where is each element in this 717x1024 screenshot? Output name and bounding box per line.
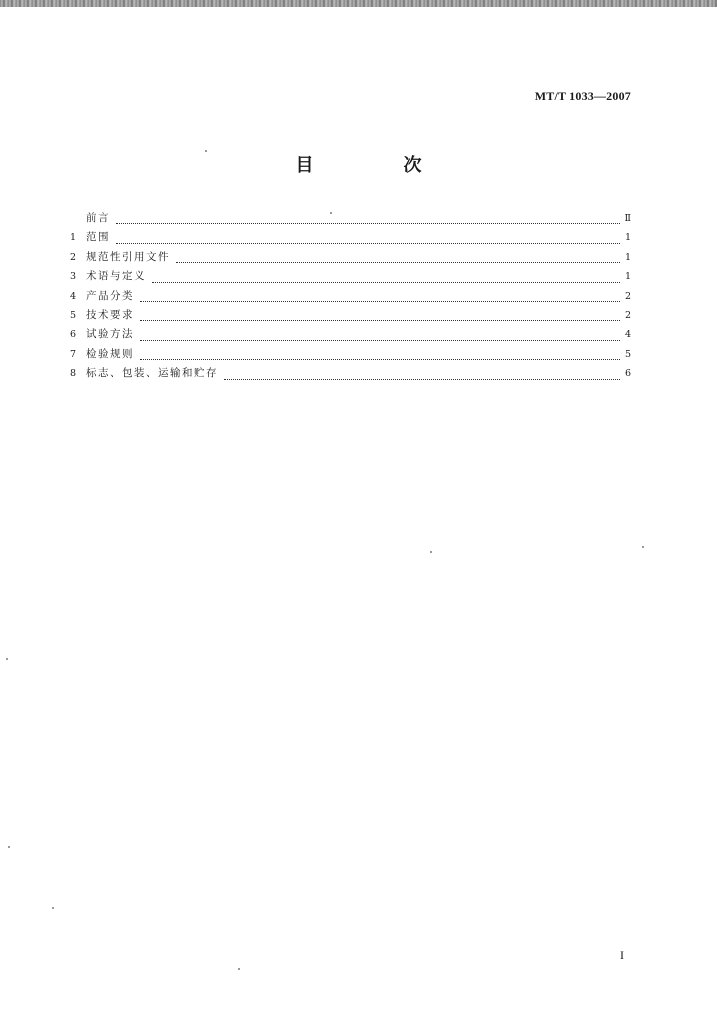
toc-dot-leader (224, 379, 620, 380)
toc-entry-normative-references[interactable] (70, 248, 631, 267)
toc-entry-number: 5 (70, 309, 77, 321)
toc-dot-leader (152, 282, 620, 283)
toc-entry-page: 6 (624, 368, 631, 380)
toc-entry-label: 标志、包装、运输和贮存 (86, 367, 218, 380)
toc-entry-page: 1 (624, 251, 631, 263)
toc-dot-leader (140, 301, 620, 302)
toc-dot-leader (116, 223, 620, 224)
toc-dot-leader (116, 243, 620, 244)
toc-entry-scope[interactable] (70, 228, 631, 247)
toc-entry-page: 5 (624, 348, 631, 360)
toc-entry-number: 2 (70, 251, 77, 263)
toc-entry-page: Ⅱ (624, 213, 631, 224)
toc-entry-label: 范围 (86, 231, 110, 244)
scan-speck (330, 212, 332, 214)
toc-entry-number: 1 (70, 232, 77, 244)
toc-entry-inspection-rules[interactable] (70, 345, 631, 364)
toc-entry-marking-packaging[interactable] (70, 364, 631, 383)
toc-entry-label: 检验规则 (86, 347, 134, 360)
toc-dot-leader (140, 359, 620, 360)
standard-code: MT/T 1033—2007 (534, 89, 631, 103)
toc-entry-label: 技术要求 (86, 308, 134, 321)
toc-entry-terms-definitions[interactable] (70, 267, 631, 286)
toc-entry-number: 7 (70, 348, 77, 360)
toc-dot-leader (140, 320, 620, 321)
toc-entry-number: 3 (70, 271, 77, 283)
scan-speck (8, 846, 10, 848)
scan-speck (6, 658, 8, 660)
scan-speck (642, 546, 644, 548)
toc-entry-page: 1 (624, 271, 631, 283)
toc-entry-label: 前言 (86, 212, 110, 224)
toc-entry-page: 2 (624, 290, 631, 302)
toc-entry-label: 术语与定义 (86, 270, 146, 283)
page-number: I (620, 948, 624, 962)
toc-entry-label: 试验方法 (86, 328, 134, 341)
toc-dot-leader (176, 262, 620, 263)
toc-entry-number: 6 (70, 329, 77, 341)
table-of-contents (70, 209, 631, 384)
scan-speck (205, 150, 207, 152)
toc-entry-label: 产品分类 (86, 289, 134, 302)
scan-speck (430, 551, 432, 553)
toc-entry-number: 8 (70, 368, 77, 380)
toc-entry-number: 4 (70, 290, 77, 302)
toc-entry-foreword[interactable] (70, 209, 631, 228)
toc-entry-page: 1 (624, 232, 631, 244)
scan-speck (52, 907, 54, 909)
scan-edge-border (0, 0, 717, 7)
toc-dot-leader (140, 340, 620, 341)
toc-entry-test-methods[interactable] (70, 325, 631, 344)
toc-entry-page: 2 (624, 309, 631, 321)
toc-entry-label: 规范性引用文件 (86, 250, 170, 263)
toc-entry-page: 4 (624, 329, 631, 341)
toc-title: 目 次 (295, 155, 458, 176)
scan-speck (238, 968, 240, 970)
toc-entry-product-classification[interactable] (70, 287, 631, 306)
toc-entry-technical-requirements[interactable] (70, 306, 631, 325)
